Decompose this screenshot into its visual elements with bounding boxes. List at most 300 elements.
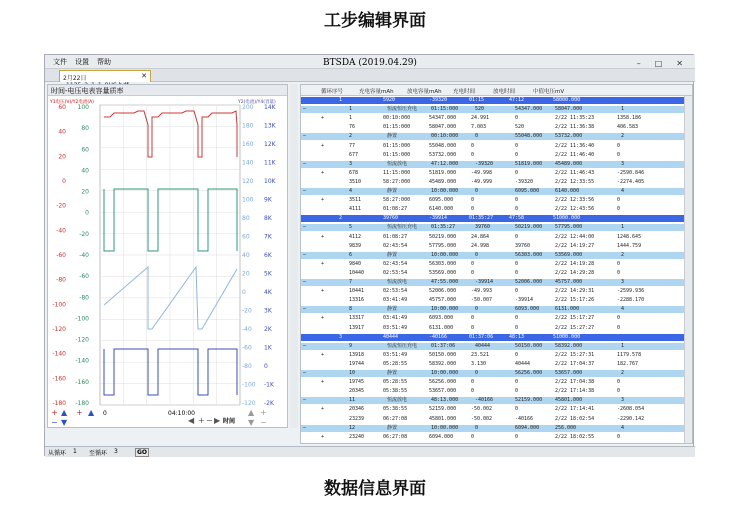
zoom-in-icon[interactable]: + [51,408,58,417]
table-cell: -40166 [429,333,448,340]
table-cell: 01:08:27 [383,233,408,240]
table-cell: 53657.000 [429,388,457,395]
vertical-scrollbar[interactable] [684,96,692,444]
table-cell: 3 [621,397,625,404]
table-cell: 3 [349,160,353,167]
tickA-label: -100 [52,301,66,309]
table-cell: 0 [617,433,621,440]
step-row[interactable] [301,133,692,140]
table-cell: 57795.000 [555,224,583,231]
col-discharge-cap[interactable]: 放电容量mAh [407,89,442,95]
col-charge-cap[interactable]: 充电容量mAh [359,89,394,95]
record-row[interactable] [301,243,692,250]
record-row[interactable] [301,352,692,359]
close-icon[interactable]: ✕ [676,59,689,68]
table-cell: 恒流恒压充电 [387,224,418,231]
table-cell: 3 [339,333,343,340]
table-cell: — [303,160,307,167]
table-cell: 01:35:27 [431,224,456,231]
x-right-icon[interactable]: ▶ [214,416,221,425]
table-cell: 45801.000 [429,415,457,422]
step-row[interactable] [301,425,692,432]
table-cell: 2/22 15:27:31 [555,351,595,358]
record-row[interactable] [301,206,692,213]
table-cell: 6095.000 [429,197,454,204]
tickD-label: -1K [264,381,274,389]
tickC-label: 60 [242,233,250,241]
cycle-summary-row[interactable] [301,97,692,104]
table-cell: 520 [515,124,525,131]
table-cell: 9 [349,342,353,349]
tickC-label: -100 [242,381,256,389]
table-cell: — [303,397,307,404]
table-cell: 20345 [349,388,365,395]
table-cell: 51000.000 [553,333,581,340]
step-row[interactable] [301,306,692,313]
table-cell: -49.993 [471,288,493,295]
record-row[interactable] [301,388,692,395]
table-cell: 03:41:49 [383,297,408,304]
table-cell: 0 [617,206,621,213]
axis-energy-ticks [264,104,277,407]
table-cell: 0 [617,197,621,204]
table-cell: — [303,106,307,113]
table-cell: 40444 [515,360,531,367]
tickD-label: 3K [264,307,272,315]
tickD-label: 1K [264,344,272,352]
table-cell: -2599.936 [617,288,645,295]
table-cell: 静置 [387,133,398,140]
col-discharge-time[interactable]: 放电时间 [493,89,516,95]
right-up-icon[interactable]: ▲ [248,408,255,417]
table-cell: -50.002 [471,406,493,413]
table-cell: 2/22 18:02:55 [555,433,595,440]
step-row[interactable] [301,397,692,404]
table-cell: 10:00.000 [431,188,459,194]
table-cell: 47:58 [509,215,525,222]
table-cell: -40166 [475,397,494,404]
table-cell: 02:53:54 [383,288,408,295]
table-cell: 0 [515,233,519,240]
up-right-icon[interactable]: ▲ [88,408,95,417]
table-cell: + [321,379,325,386]
table-cell: 4 [621,306,625,313]
table-cell: 2/22 12:33:56 [555,197,595,204]
table-cell: 10 [349,370,356,376]
table-cell: 58:27:000 [383,178,411,185]
record-row[interactable] [301,261,692,268]
axis-title-left: Y1电压(V)/Y2电流(A) [50,100,94,105]
table-cell: 1 [621,342,625,349]
table-cell: 45757.000 [429,297,457,304]
down-icon[interactable]: ▼ [61,418,68,427]
table-cell: 0 [515,379,519,386]
table-cell: 2/22 14:29:28 [555,269,595,276]
table-cell: 0 [515,269,519,276]
tickC-label: 180 [242,122,254,130]
table-cell: 39760 [515,242,531,249]
tickD-label: -2K [264,400,274,407]
table-cell: 3 [621,160,625,167]
table-cell: 02:43:54 [383,242,408,249]
record-row[interactable] [301,152,692,159]
table-cell: 406.583 [617,124,639,131]
table-cell: 0 [471,151,475,158]
table-cell: 6131.000 [555,306,580,313]
step-row[interactable] [301,224,692,231]
step-row[interactable] [301,343,692,350]
table-cell: 0 [471,142,475,149]
tickC-label: 80 [242,215,250,222]
from-cycle-value[interactable]: 1 [73,448,77,455]
tickA-label: 0 [62,178,66,185]
table-cell: 58392.000 [555,342,583,349]
axis-current-ticks [75,104,89,407]
table-cell: 677 [349,151,359,158]
table-cell: -39914 [429,215,448,222]
table-cell: 01:15 [469,97,485,103]
x-zoom-controls[interactable] [188,416,221,425]
col-cycle[interactable]: 循环序号 [321,89,344,95]
tickA-label: -140 [52,350,66,358]
table-cell: 03:41:49 [383,315,408,322]
record-row[interactable] [301,234,692,241]
table-cell: -2288.170 [617,297,645,304]
table-cell: -50.002 [471,415,493,422]
tickB-label: -60 [79,273,89,281]
table-cell: — [303,342,307,349]
table-cell: — [303,188,307,194]
tickA-label: -160 [52,375,66,383]
table-cell: -39320 [475,160,494,167]
table-cell: 19745 [349,379,365,386]
table-cell: 静置 [387,251,398,258]
table-cell: 76 [349,124,356,131]
table-cell: 9839 [349,242,362,249]
table-cell: + [321,351,325,358]
table-cell: 1 [349,106,353,113]
record-row[interactable] [301,434,692,441]
right-scroll-controls[interactable] [248,408,267,427]
table-cell: -39914 [475,279,494,285]
table-cell: 2/22 14:19:28 [555,260,595,267]
table-cell: 50150.000 [515,342,543,349]
zoom-out-icon[interactable]: − [51,418,58,427]
table-cell: 2/22 18:02:54 [555,415,595,422]
table-cell: 2/22 17:14:41 [555,406,595,413]
x-end-label: 04:10:00 [168,410,195,417]
table-cell: 58047.000 [429,124,457,131]
table-cell: 0 [515,388,519,395]
table-cell: 13917 [349,324,365,331]
x-left-icon[interactable]: ◀ [188,416,195,425]
table-cell: -50.007 [471,297,493,304]
table-cell: 10440 [349,269,365,276]
tickD-label: 10K [264,178,276,185]
tickD-label: 14K [264,104,276,111]
record-row[interactable] [301,115,692,122]
col-mid-voltage[interactable]: 中值电压mV [533,89,565,95]
table-cell: 0 [617,142,621,149]
col-charge-time[interactable]: 充电时间 [453,89,476,95]
table-cell: 0 [471,197,475,204]
step-row[interactable] [301,252,692,259]
table-cell: 13316 [349,297,365,304]
table-cell: 45801.000 [555,397,583,404]
menu-help[interactable]: 帮助 [97,58,111,66]
tickD-label: 8K [264,215,272,222]
table-cell: 56303.000 [515,251,543,258]
right-add-icon[interactable]: + [260,408,267,417]
record-row[interactable] [301,197,692,204]
zoom-in-right-icon[interactable]: + [76,408,83,417]
table-cell: -2590.846 [617,169,645,176]
record-row[interactable] [301,325,692,332]
table-cell: 47:12 [509,97,525,103]
table-cell: 4111 [349,206,362,213]
right-down-icon[interactable]: ▼ [248,418,255,427]
tickA-label: -40 [56,227,66,235]
table-cell: 2/22 14:19:27 [555,242,595,249]
voltage-current-chart [48,97,287,428]
to-cycle-value[interactable]: 3 [114,448,118,455]
table-cell: 恒流恒压充电 [387,106,418,113]
table-cell: 2/22 12:44:00 [555,233,595,240]
minimize-icon[interactable]: – [636,59,647,68]
table-cell: 40444 [475,342,491,349]
tickC-label: -20 [242,307,252,315]
tickB-label: 80 [81,125,89,133]
table-cell: 0 [617,324,621,331]
tab-bar [45,69,695,82]
window-controls[interactable] [629,57,689,66]
tickD-label: 4K [264,289,272,296]
table-cell: 4 [621,188,625,194]
cycle-summary-row[interactable] [301,334,692,341]
zoom-controls[interactable] [51,408,95,427]
table-cell: 1 [339,97,343,103]
table-cell: 3.130 [471,360,487,367]
x-zoom-in-icon[interactable]: + [198,416,205,425]
tab-close-icon[interactable]: ✕ [141,72,147,80]
table-cell: -2608.054 [617,406,645,413]
table-cell: 54347.000 [515,106,543,113]
tickC-label: 0 [242,289,246,296]
table-cell: + [321,260,325,267]
table-cell: 4112 [349,233,362,240]
table-cell: 01:15:000 [383,124,411,131]
table-cell: 0 [475,133,479,140]
table-cell: 6 [349,251,353,258]
table-cell: — [303,424,307,431]
tickD-label: 9K [264,196,272,204]
table-cell: 12 [349,424,356,431]
table-cell: 0 [515,115,519,122]
table-cell: 10441 [349,288,365,295]
table-cell: 48:13 [509,333,525,340]
record-row[interactable] [301,297,692,304]
table-cell: 恒流恒压充电 [387,342,418,349]
table-cell: 2 [621,370,625,376]
table-cell: 2/22 14:29:31 [555,288,595,295]
table-cell: 01:37:06 [469,333,494,340]
tickC-label: 100 [242,196,254,204]
tickB-label: 40 [81,167,89,175]
table-cell: 6093.000 [429,315,454,322]
table-cell: 39760 [475,224,491,231]
record-row[interactable] [301,179,692,186]
table-cell: 2 [349,133,353,140]
tickC-label: 140 [242,159,254,167]
tickB-label: 20 [81,188,89,196]
table-cell: 1358.186 [617,115,642,122]
x-zoom-out-icon[interactable]: − [206,416,213,425]
tickC-label: 200 [242,104,254,111]
table-cell: 0 [471,315,475,322]
table-cell: 13317 [349,315,365,322]
record-row[interactable] [301,170,692,177]
table-cell: 48:13.000 [431,397,459,404]
record-row[interactable] [301,315,692,322]
menu-settings[interactable]: 设置 [75,58,89,66]
table-cell: 2/22 15:17:26 [555,297,595,304]
table-cell: 8 [349,306,353,313]
table-cell: — [303,279,307,285]
table-cell: 40444 [383,333,399,340]
record-row[interactable] [301,361,692,368]
table-cell: 77 [349,142,356,149]
table-cell: 0 [475,370,479,376]
table-cell: 50219.000 [515,224,543,231]
tickC-label: 160 [242,141,254,148]
step-row[interactable] [301,106,692,113]
table-cell: + [321,115,325,122]
table-cell: 05:38:55 [383,388,408,395]
table-cell: 0 [617,260,621,267]
table-cell: 恒流放电 [387,397,408,404]
bottom-caption: 数据信息界面 [324,479,426,499]
tickC-label: 20 [242,270,250,278]
table-cell: 58:27:000 [383,197,411,204]
table-cell: 2/22 17:14:38 [555,388,595,395]
table-cell: + [321,433,325,440]
table-header [301,85,692,96]
right-sub-icon[interactable]: − [260,418,267,427]
table-cell: 50150.000 [429,351,457,358]
table-cell: -2290.142 [617,415,645,422]
table-cell: 01:08:27 [383,206,408,213]
tickD-label: 13K [264,122,276,130]
table-cell: + [321,315,325,322]
cycle-summary-row[interactable] [301,215,692,222]
table-cell: 06:27:08 [383,433,408,440]
tickD-label: 5K [264,270,272,278]
table-cell: — [303,133,307,140]
table-cell: 47:55.000 [431,279,459,285]
record-row[interactable] [301,124,692,131]
table-cell: -39320 [515,178,534,185]
table-cell: 02:53:54 [383,269,408,276]
table-cell: 0 [475,251,479,258]
table-cell: 2/22 12:43:56 [555,206,595,213]
record-row[interactable] [301,288,692,295]
tickB-label: -100 [75,315,89,323]
table-cell: 0 [475,306,479,313]
step-row[interactable] [301,161,692,168]
table-cell: 2/22 15:27:27 [555,324,595,331]
table-cell: 0 [515,324,519,331]
table-cell: 静置 [387,424,398,431]
table-cell: 53732.000 [429,151,457,158]
table-cell: 0 [515,288,519,295]
table-cell: 520 [475,106,485,113]
table-cell: 1 [621,106,625,113]
tickB-label: -80 [79,294,89,302]
table-cell: 03:51:49 [383,351,408,358]
table-cell: 55048.000 [515,133,543,140]
table-cell: 53569.000 [555,251,583,258]
table-cell: 0 [475,188,479,194]
tickB-label: 100 [77,104,89,111]
up-icon[interactable]: ▲ [61,408,68,417]
table-cell: 2/22 17:04:38 [555,379,595,386]
table-cell: 9840 [349,260,362,267]
table-cell: 0 [471,269,475,276]
tickD-label: 7K [264,233,272,241]
record-row[interactable] [301,406,692,413]
record-row[interactable] [301,143,692,150]
table-cell: 2/22 12:33:55 [555,178,595,185]
table-cell: 00:10:000 [383,115,411,122]
file-tab[interactable] [59,70,151,82]
maximize-icon[interactable]: □ [654,59,669,68]
table-cell: 2/22 11:46:40 [555,151,595,158]
table-cell: 7.003 [471,124,487,131]
file-tab-label: 2月22日 [63,75,87,82]
panel-splitter[interactable] [290,84,298,428]
table-cell: 0 [617,151,621,158]
tickD-label: 11K [264,159,276,167]
record-row[interactable] [301,416,692,423]
table-cell: 10:00.000 [431,251,459,258]
table-cell: — [303,224,307,231]
tickA-label: -60 [56,252,66,259]
tickA-label: -20 [56,202,66,210]
table-cell: 56303.000 [429,260,457,267]
table-cell: 3510 [349,178,362,185]
table-cell: 00:10:000 [431,133,459,140]
table-cell: 56256.000 [515,370,543,376]
table-cell: 45757.000 [555,279,583,285]
table-cell: 2/22 11:46:43 [555,169,595,176]
record-row[interactable] [301,270,692,277]
table-cell: 6131.000 [429,324,454,331]
record-row[interactable] [301,379,692,386]
table-cell: 23.521 [471,351,490,358]
table-cell: 0 [475,424,479,431]
table-cell: 05:38:55 [383,406,408,413]
menu-file[interactable]: 文件 [53,58,67,66]
table-cell: 01:35:27 [469,215,494,222]
table-cell: 24.991 [471,115,490,122]
step-row[interactable] [301,279,692,286]
table-cell: 52006.000 [429,288,457,295]
table-cell: — [303,251,307,258]
table-cell: 03:51:49 [383,324,408,331]
step-row[interactable] [301,188,692,195]
step-row[interactable] [301,370,692,377]
go-button[interactable]: GO [137,449,148,456]
